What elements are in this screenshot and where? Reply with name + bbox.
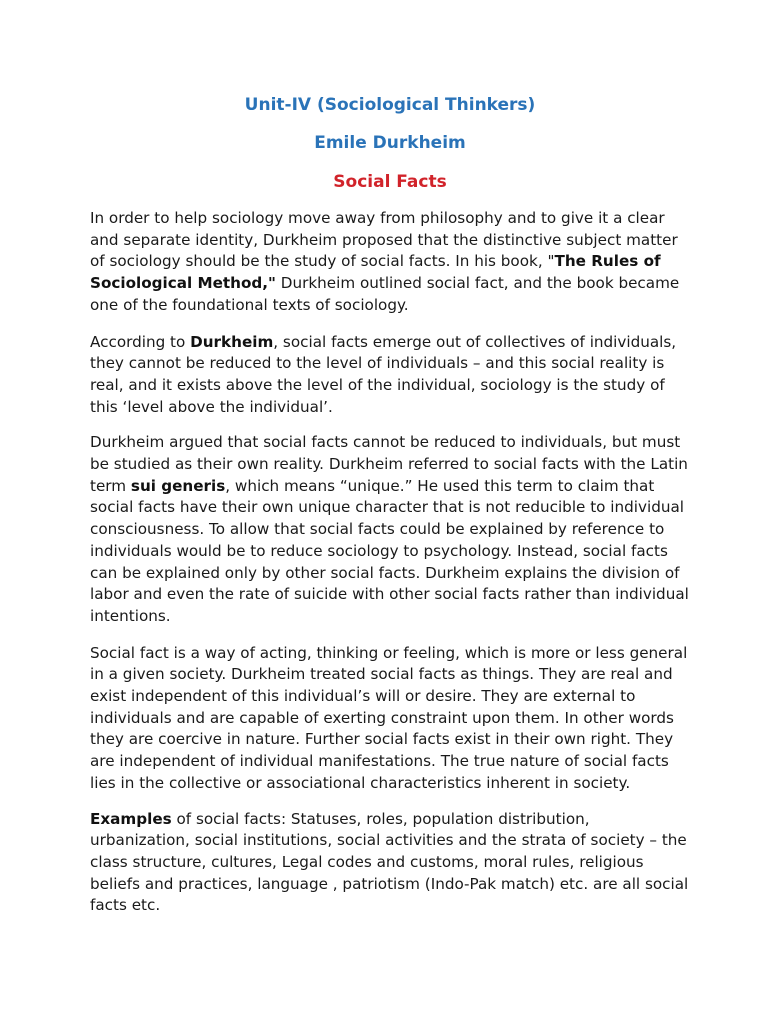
paragraph-text: Durkheim outlined social fact, and the book became one of the foundational texts of sociology. (90, 274, 680, 314)
paragraph-text: , social facts emerge out of collectives of individuals, they cannot be reduced to the level of individuals – and this social reality is real, and it exists above the level of the individual, sociology is the study of this ‘level above the individual’. (90, 332, 677, 416)
paragraph-emergence (90, 332, 690, 419)
paragraph-text: In order to help sociology move away from philosophy and to give it a clear and separate identity, Durkheim proposed that the distinctive subject matter of sociology should be the study of social facts. In his book, " (90, 209, 678, 271)
paragraph-intro (90, 208, 690, 317)
paragraph-text: Durkheim argued that social facts cannot be reduced to individuals, but must be studied as their own reality. Durkheim referred to social facts with the Latin term (90, 433, 688, 495)
paragraph-text: of social facts: Statuses, roles, population distribution, urbanization, social institutions, social activities and the strata of society – the class structure, cultures, Legal codes and customs, moral rules, religious beliefs and practices, language , patriotism (Indo-Pak match) etc. are all social facts etc. (90, 809, 689, 915)
paragraph-sui-generis (90, 432, 690, 627)
paragraph-definition (90, 643, 690, 795)
unit-heading: Unit-IV (Sociological Thinkers) (244, 95, 536, 115)
book-title: The Rules of Sociological Method," (90, 252, 661, 293)
thinker-heading: Emile Durkheim (314, 133, 466, 153)
document-page (90, 84, 690, 917)
paragraph-text: According to (90, 332, 191, 351)
bold-term-examples: Examples (90, 809, 172, 828)
paragraph-examples (90, 809, 690, 918)
topic-heading: Social Facts (333, 172, 447, 192)
bold-term-durkheim: Durkheim (190, 332, 274, 351)
bold-term-sui-generis: sui generis (130, 476, 226, 495)
paragraph-text: Social fact is a way of acting, thinking or feeling, which is more or less general in a given society. Durkheim treated social facts as things. They are real and exist independent of this individual’s will or desire. They are external to individuals and are capable of exerting constraint upon them. In other words they are coercive in nature. Further social facts exist in their own right. They are independent of individual manifestations. The true nature of social facts lies in the collective or associational characteristics inherent in society. (90, 643, 688, 792)
paragraph-text: , which means “unique.” He used this term to claim that social facts have their own unique character that is not reducible to individual consciousness. To allow that social facts could be explained by reference to individuals would be to reduce sociology to psychology. Instead, social facts can be explained only by other social facts. Durkheim explains the division of labor and even the rate of suicide with other social facts rather than individual intentions. (90, 476, 689, 625)
